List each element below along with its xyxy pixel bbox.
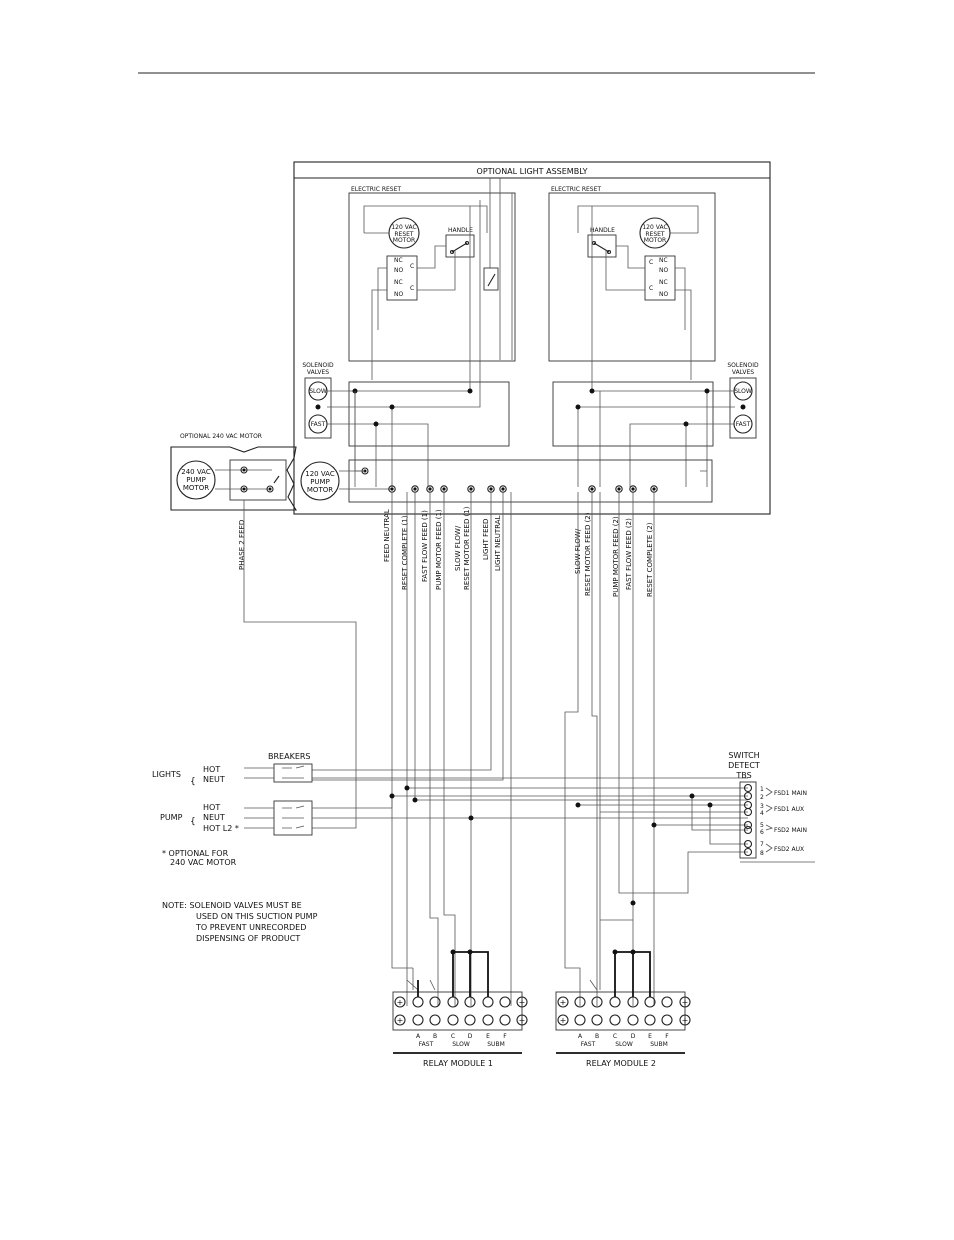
relay-module-1 (393, 950, 527, 1069)
switch-left-icon (452, 243, 467, 252)
note (162, 901, 318, 943)
terminal-strip-box (349, 460, 712, 502)
svg-text:A: A (415, 1033, 421, 1040)
svg-text:5: 5 (760, 822, 764, 829)
svg-text:NO: NO (659, 267, 669, 274)
svg-text:240 VAC: 240 VAC (181, 468, 211, 476)
svg-text:USED ON THIS SUCTION PUMP: USED ON THIS SUCTION PUMP (196, 912, 318, 921)
switch-detect-tbs (728, 751, 815, 862)
relay-2-terminals (575, 997, 672, 1025)
svg-text:B: B (594, 1033, 600, 1040)
svg-text:E: E (648, 1033, 652, 1040)
svg-text:F: F (665, 1033, 669, 1040)
electric-reset-left-title: ELECTRIC RESET (351, 186, 402, 193)
label-reset-complete-1: RESET COMPLETE (1) (401, 515, 409, 590)
svg-text:D: D (630, 1033, 636, 1040)
svg-text:C: C (612, 1033, 618, 1040)
relay-module-1-title: RELAY MODULE 1 (423, 1059, 493, 1068)
svg-text:240 VAC MOTOR: 240 VAC MOTOR (170, 858, 237, 867)
svg-text:NO: NO (659, 291, 669, 298)
svg-text:HOT L2 *: HOT L2 * (203, 824, 239, 833)
svg-text:3: 3 (760, 803, 764, 810)
svg-text:SOLENOID: SOLENOID (302, 362, 334, 369)
breakers (152, 752, 748, 844)
light-switch-box (484, 268, 498, 290)
pump-label: PUMP (160, 813, 183, 822)
svg-text:SLOW: SLOW (615, 1041, 633, 1048)
svg-text:SLOW: SLOW (309, 388, 327, 395)
svg-text:NOTE: SOLENOID VALVES MUST BE: NOTE: SOLENOID VALVES MUST BE (162, 901, 302, 910)
fsd1-main-label: FSD1 MAIN (774, 790, 808, 797)
svg-text:FAST: FAST (418, 1041, 434, 1048)
svg-text:C: C (410, 263, 415, 270)
label-light-feed: LIGHT FEED (482, 518, 490, 560)
svg-text:HANDLE: HANDLE (590, 227, 615, 234)
svg-text:MOTOR: MOTOR (392, 237, 416, 244)
svg-text:SWITCH: SWITCH (728, 751, 760, 760)
svg-text:NC: NC (394, 257, 403, 264)
label-fast-flow-feed-2: FAST FLOW FEED (2) (625, 518, 633, 590)
svg-text:+: + (518, 998, 526, 1007)
svg-text:FAST: FAST (580, 1041, 596, 1048)
svg-text:120 VAC: 120 VAC (642, 224, 668, 231)
svg-text:SUBM: SUBM (650, 1041, 668, 1048)
svg-text:MOTOR: MOTOR (182, 484, 210, 492)
svg-text:+: + (681, 1016, 689, 1025)
svg-text:HOT: HOT (203, 765, 221, 774)
svg-text:NO: NO (394, 291, 404, 298)
svg-text:TO PREVENT UNRECORDED: TO PREVENT UNRECORDED (196, 923, 307, 932)
light-switch (484, 178, 512, 360)
svg-text:NO: NO (394, 267, 404, 274)
breakers-title: BREAKERS (268, 752, 311, 761)
label-reset-motor-feed-1: RESET MOTOR FEED (1) (463, 506, 471, 590)
tbs-block (740, 782, 756, 858)
electric-reset-right-title: ELECTRIC RESET (551, 186, 602, 193)
label-reset-complete-2: RESET COMPLETE (2) (646, 522, 654, 597)
svg-text:DISPENSING OF PRODUCT: DISPENSING OF PRODUCT (196, 934, 301, 943)
label-pump-motor-feed-1: PUMP MOTOR FEED (1) (435, 509, 443, 590)
svg-text:MOTOR: MOTOR (306, 486, 334, 494)
svg-text:MOTOR: MOTOR (643, 237, 667, 244)
svg-text:DETECT: DETECT (728, 761, 760, 770)
motor-240-title: OPTIONAL 240 VAC MOTOR (180, 433, 262, 440)
svg-text:FAST: FAST (310, 421, 326, 428)
svg-text:NEUT: NEUT (203, 775, 225, 784)
svg-text:PUMP: PUMP (310, 478, 330, 486)
motor-240 (171, 433, 296, 510)
label-slow-flow-2: SLOW FLOW/ (574, 528, 582, 574)
label-fast-flow-feed-1: FAST FLOW FEED (1) (421, 510, 429, 582)
svg-text:SLOW: SLOW (734, 388, 752, 395)
light-assembly-frame (294, 162, 770, 514)
label-reset-motor-feed-2: RESET MOTOR FEED (2) (584, 512, 592, 596)
svg-text:+: + (396, 1016, 404, 1025)
bus-dots (390, 786, 713, 828)
svg-text:RESET: RESET (394, 231, 414, 238)
footnote (162, 849, 237, 867)
junction-box-right (553, 382, 713, 446)
svg-text:+: + (559, 998, 567, 1007)
svg-text:NC: NC (659, 257, 668, 264)
label-phase-2-feed: PHASE 2 FEED (238, 519, 246, 570)
svg-text:* OPTIONAL FOR: * OPTIONAL FOR (162, 849, 229, 858)
svg-text:6: 6 (760, 829, 764, 836)
label-feed-neutral: FEED NEUTRAL (383, 509, 391, 562)
relay-1-terminals (413, 997, 510, 1025)
relay-module-2-title: RELAY MODULE 2 (586, 1059, 656, 1068)
switch-right-icon (594, 243, 609, 252)
svg-text:TBS: TBS (736, 771, 752, 780)
electric-reset-right (549, 186, 715, 380)
junction-wiring (327, 200, 735, 487)
svg-text:RESET: RESET (645, 231, 665, 238)
svg-text:VALVES: VALVES (731, 369, 755, 376)
svg-text:C: C (450, 1033, 456, 1040)
svg-text:C: C (649, 285, 654, 292)
svg-text:C: C (410, 285, 415, 292)
svg-text:8: 8 (760, 850, 764, 857)
svg-text:FAST: FAST (735, 421, 751, 428)
junction-dots (353, 389, 710, 427)
fsd2-main-label: FSD2 MAIN (774, 827, 808, 834)
breaker-lights (274, 764, 312, 782)
light-switch-icon (488, 274, 495, 286)
lights-label: LIGHTS (152, 770, 181, 779)
label-slow-flow-1: SLOW FLOW/ (454, 525, 462, 571)
svg-text:C: C (649, 259, 654, 266)
svg-text:SUBM: SUBM (487, 1041, 505, 1048)
svg-text:{: { (190, 777, 196, 787)
fsd2-aux-label: FSD2 AUX (774, 846, 805, 853)
svg-text:120 VAC: 120 VAC (391, 224, 417, 231)
light-assembly-title: OPTIONAL LIGHT ASSEMBLY (476, 167, 588, 176)
svg-text:VALVES: VALVES (306, 369, 330, 376)
svg-text:+: + (559, 1016, 567, 1025)
svg-text:7: 7 (760, 841, 764, 848)
svg-text:120 VAC: 120 VAC (305, 470, 335, 478)
label-light-neutral: LIGHT NEUTRAL (494, 515, 502, 571)
svg-text:2: 2 (760, 794, 764, 801)
svg-text:F: F (503, 1033, 507, 1040)
svg-text:1: 1 (760, 786, 764, 793)
svg-text:NC: NC (394, 279, 403, 286)
svg-text:HANDLE: HANDLE (448, 227, 473, 234)
svg-text:D: D (467, 1033, 473, 1040)
svg-text:+: + (518, 1016, 526, 1025)
terminal-strip-terminals (389, 486, 657, 492)
junction-box-left (349, 382, 509, 446)
svg-text:SOLENOID: SOLENOID (727, 362, 759, 369)
svg-text:+: + (396, 998, 404, 1007)
svg-text:SLOW: SLOW (452, 1041, 470, 1048)
label-pump-motor-feed-2: PUMP MOTOR FEED (2) (612, 516, 620, 597)
svg-text:HOT: HOT (203, 803, 221, 812)
svg-text:A: A (577, 1033, 583, 1040)
solenoid-valves-left (302, 362, 334, 438)
light-assembly (294, 162, 770, 514)
svg-text:{: { (190, 817, 196, 827)
svg-text:NC: NC (659, 279, 668, 286)
tbs-screws (745, 785, 752, 856)
electric-reset-right-frame (549, 193, 715, 361)
fsd1-aux-label: FSD1 AUX (774, 806, 805, 813)
svg-text:B: B (432, 1033, 438, 1040)
svg-text:PUMP: PUMP (186, 476, 206, 484)
svg-text:+: + (681, 998, 689, 1007)
solenoid-valves-right (727, 362, 759, 438)
svg-text:NEUT: NEUT (203, 813, 225, 822)
svg-text:E: E (486, 1033, 490, 1040)
svg-text:4: 4 (760, 810, 764, 817)
pump-motor-120 (301, 462, 392, 500)
relay-module-2 (556, 901, 690, 1069)
